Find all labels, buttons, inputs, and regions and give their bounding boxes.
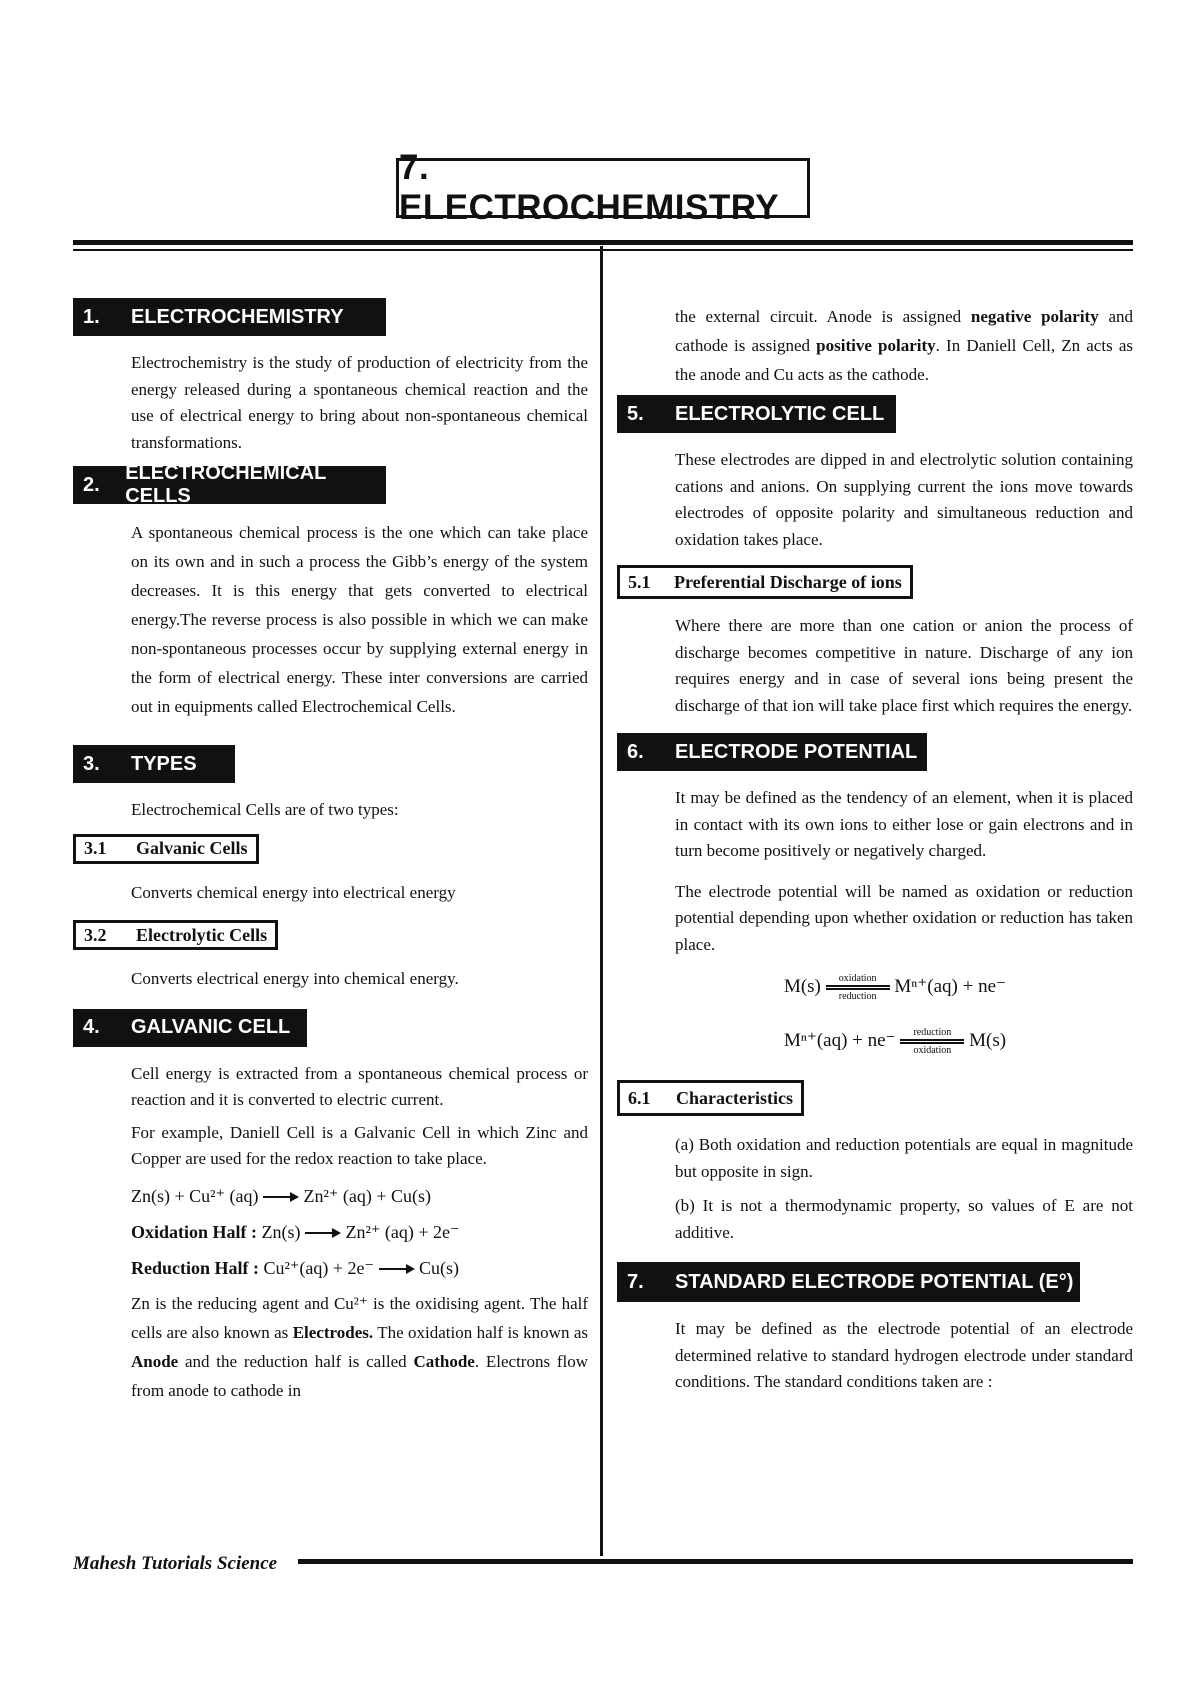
subsection-heading-3-1: 3.1 Galvanic Cells <box>73 834 259 864</box>
subsection-heading-3-2: 3.2 Electrolytic Cells <box>73 920 278 950</box>
section-1-text: Electrochemistry is the study of production of electricity from the energy released during a spontaneous chemical reaction and the use of electrical energy to bring about non-spontaneous chemical transformations. <box>131 353 588 452</box>
section-heading-2: 2. ELECTROCHEMICAL CELLS <box>73 466 386 504</box>
section-title: ELECTROLYTIC CELL <box>675 402 885 425</box>
section-title: ELECTROCHEMISTRY <box>131 305 344 328</box>
subsection-title: Galvanic Cells <box>136 838 248 858</box>
section-2-text: A spontaneous chemical process is the one which can take place on its own and in such a process the Gibb’s energy of the system decreases. It is this energy that gets converted to electrical energy.The reverse process is also possible in which we can make non-spontaneous processes occur by supplying external energy in the form of electrical energy. These inter conversions are carried out in equipments called Electrochemical Cells. <box>131 523 588 716</box>
electrode-equation-b: Mⁿ⁺(aq) + ne⁻ reduction oxidation M(s) <box>783 1027 1007 1057</box>
section-6-text-2: The electrode potential will be named as oxidation or reduction potential depending upon whether oxidation or reduction has taken place. <box>675 881 1133 954</box>
section-title: ELECTROCHEMICAL CELLS <box>125 462 326 507</box>
characteristic-a: (a) Both oxidation and reduction potentials are equal in magnitude but opposite in sign. <box>675 1135 1133 1181</box>
left-column <box>73 298 588 1415</box>
equilibrium-arrow-icon: reduction oxidation <box>900 1027 964 1056</box>
characteristic-b: (b) It is not a thermodynamic property, so values of E are not additive. <box>675 1196 1133 1242</box>
section-heading-7: 7. STANDARD ELECTRODE POTENTIAL (E°) <box>617 1262 1080 1302</box>
section-title: ELECTRODE POTENTIAL <box>675 740 918 763</box>
footer-brand: Mahesh Tutorials Science <box>73 1553 278 1574</box>
top-rule-thin <box>73 249 1133 251</box>
subsection-heading-5-1: 5.1 Preferential Discharge of ions <box>617 565 913 599</box>
subsection-title: Electrolytic Cells <box>136 924 268 945</box>
section-5-text: These electrodes are dipped in and electrolytic solution containing cations and anions. On supplying current the ions move towards electrodes of opposite polarity and simultaneous reduction and oxidation takes place. <box>675 450 1133 549</box>
footer-rule <box>298 1559 1133 1564</box>
section-title: STANDARD ELECTRODE POTENTIAL (E°) <box>675 1270 1074 1293</box>
subsection-heading-6-1: 6.1 Characteristics <box>617 1080 804 1116</box>
subsection-title: Preferential Discharge of ions <box>674 571 902 592</box>
section-title: TYPES <box>131 752 197 775</box>
section-heading-4: 4. GALVANIC CELL <box>73 1009 307 1047</box>
subsection-5-1-text: Where there are more than one cation or anion the process of discharge becomes competitive in nature. Discharge of any ion requires energy and in case of several ions being present the discharge of that ion will take place first which requires the energy. <box>675 616 1133 715</box>
section-6-text-1: It may be defined as the tendency of an element, when it is placed in contact with its own ions to either lose or gain electrons and in turn become positively or negatively charged. <box>675 788 1133 860</box>
section-4-text-1: Cell energy is extracted from a spontaneous chemical process or reaction and it is converted to electric current. <box>131 1063 588 1109</box>
redox-equation: Zn(s) + Cu²⁺ (aq) Zn²⁺ (aq) + Cu(s) <box>131 1185 432 1206</box>
section-4-text-3: Zn is the reducing agent and Cu²⁺ is the oxidising agent. The half cells are also known as Electrodes. The oxidation half is known as Anode and the reduction half is called Cathode. Electrons flow from anode to cathode in <box>131 1293 588 1400</box>
section-title: GALVANIC CELL <box>131 1016 291 1038</box>
right-column <box>617 302 1133 1406</box>
right-arrow-icon <box>263 1192 299 1202</box>
section-heading-6: 6. ELECTRODE POTENTIAL <box>617 733 927 771</box>
right-arrow-icon <box>305 1228 341 1238</box>
equilibrium-arrow-icon: oxidation reduction <box>826 973 890 1002</box>
section-heading-3: 3. TYPES <box>73 745 235 783</box>
oxidation-half-equation: Oxidation Half : Zn(s) Zn²⁺ (aq) + 2e⁻ <box>131 1221 460 1242</box>
continued-text: the external circuit. Anode is assigned negative polarity and cathode is assigned positive polarity. In Daniell Cell, Zn acts as the anode and Cu acts as the cathode. <box>675 307 1133 384</box>
section-heading-1: 1. ELECTROCHEMISTRY <box>73 298 386 336</box>
section-4-text-2: For example, Daniell Cell is a Galvanic Cell in which Zinc and Copper are used for the redox reaction to take place. <box>131 1122 588 1168</box>
subsection-3-1-text: Converts chemical energy into electrical energy <box>131 882 456 902</box>
subsection-title: Characteristics <box>676 1087 793 1108</box>
section-3-text: Electrochemical Cells are of two types: <box>131 800 399 819</box>
subsection-3-2-text: Converts electrical energy into chemical energy. <box>131 969 459 988</box>
electrode-equation-a: M(s) oxidation reduction Mⁿ⁺(aq) + ne⁻ <box>783 973 1007 1003</box>
top-rule <box>73 240 1133 245</box>
column-divider <box>600 246 603 1556</box>
right-arrow-icon <box>379 1264 415 1274</box>
section-7-text: It may be defined as the electrode potential of an electrode determined relative to standard hydrogen electrode under standard conditions. The standard conditions taken are : <box>675 1319 1133 1392</box>
reduction-half-equation: Reduction Half : Cu²⁺(aq) + 2e⁻ Cu(s) <box>131 1257 460 1278</box>
page-title: 7. ELECTROCHEMISTRY <box>396 158 810 218</box>
section-heading-5: 5. ELECTROLYTIC CELL <box>617 395 896 433</box>
